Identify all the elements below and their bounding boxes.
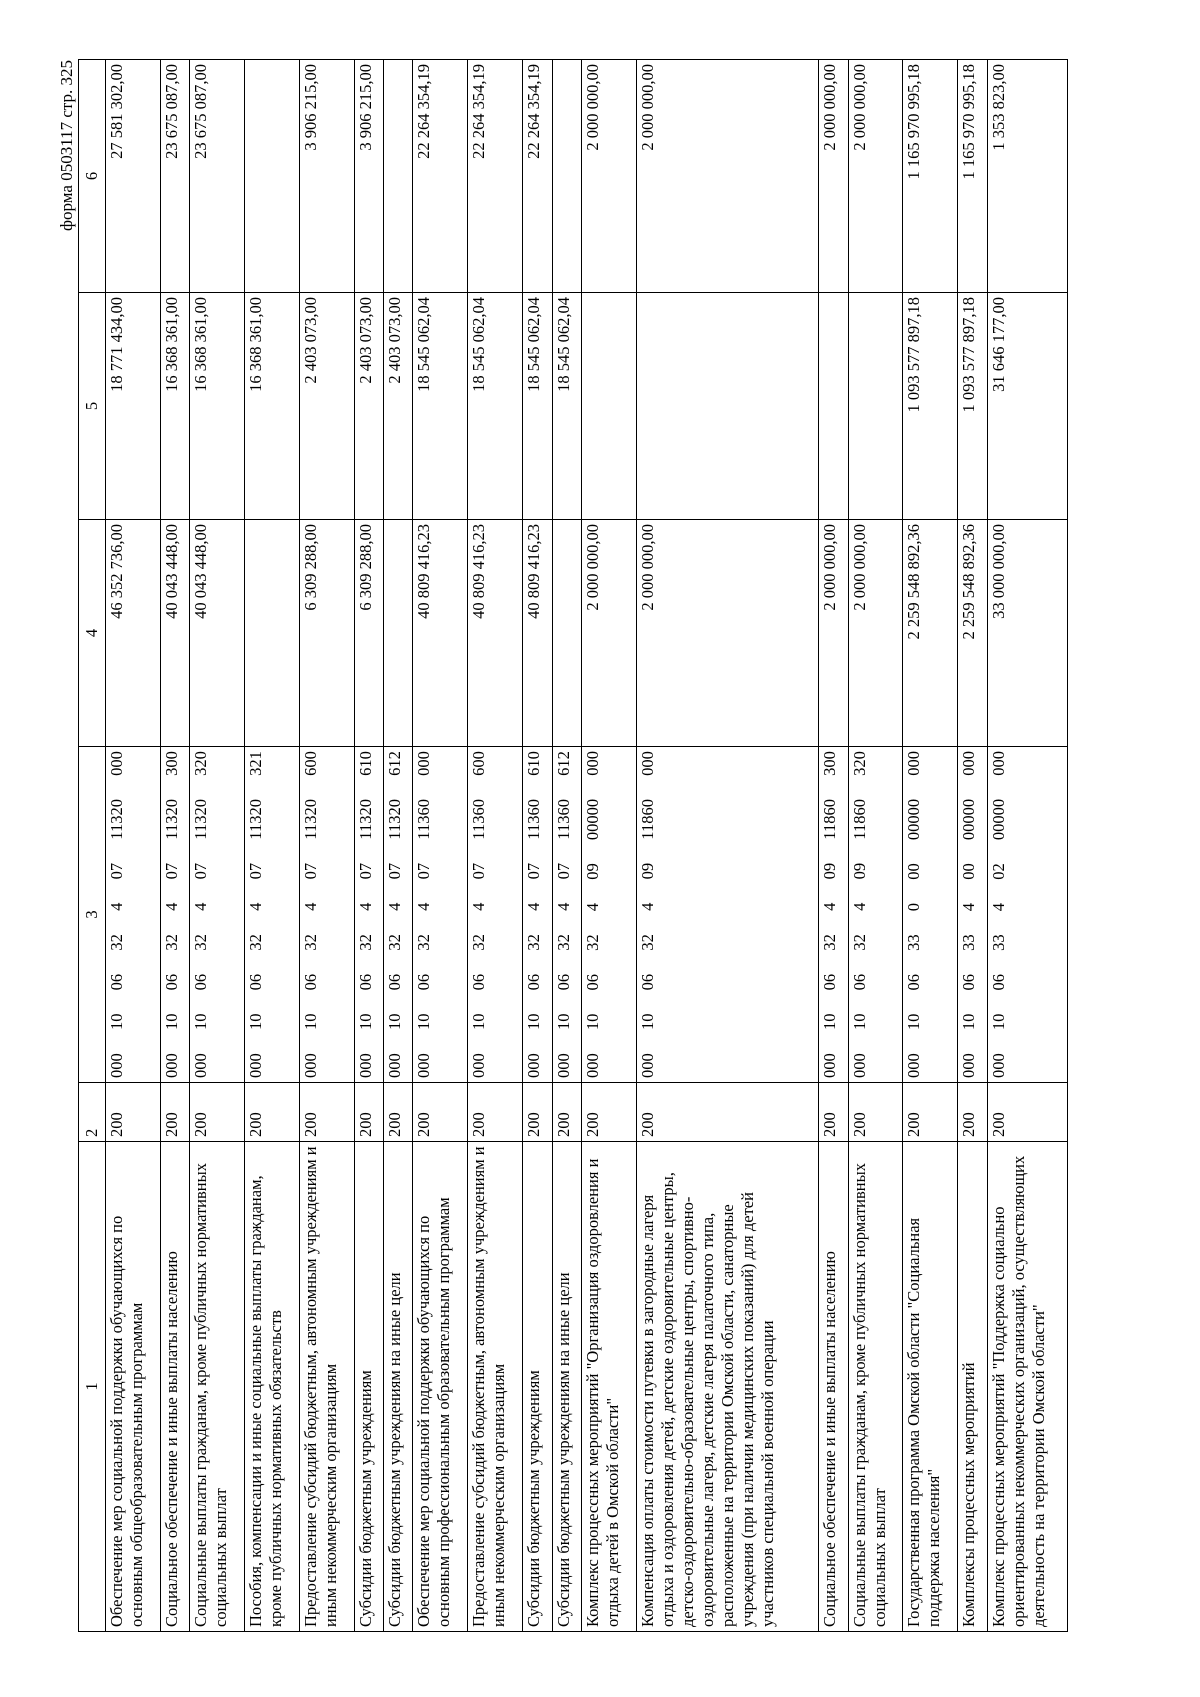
- budget-code-part: 33: [959, 934, 979, 951]
- budget-code-part: 00: [904, 863, 924, 880]
- table-row: [245, 60, 300, 1632]
- budget-code-parts: [414, 751, 434, 1078]
- budget-code-part: 4: [849, 902, 869, 911]
- budget-code-part: 610: [355, 751, 375, 776]
- row-approved: 46 352 736,00: [106, 520, 161, 747]
- budget-code-part: 10: [191, 1013, 211, 1031]
- row-approved: 2 000 000,00: [581, 520, 636, 747]
- budget-table: [78, 59, 1068, 1632]
- row-budget-code: [987, 747, 1067, 1083]
- header-cell: 1: [79, 1142, 106, 1632]
- row-approved: 2 000 000,00: [848, 520, 903, 747]
- row-name: Комплекс процессных мероприятий "Поддержка социально ориентированных некоммерческих организаций, осуществляющих деятельность на территории Омской области": [987, 1142, 1067, 1632]
- header-cell: 2: [79, 1083, 106, 1142]
- budget-code-part: 10: [414, 1013, 434, 1031]
- budget-code-part: 10: [246, 1013, 266, 1031]
- budget-code-part: 06: [191, 973, 211, 991]
- row-budget-code: [413, 747, 468, 1083]
- budget-code-part: 32: [820, 934, 840, 951]
- row-budget-code: [160, 747, 189, 1083]
- row-budget-code: [106, 747, 161, 1083]
- row-approved: [245, 520, 300, 747]
- row-executed: 16 368 361,00: [190, 293, 245, 520]
- row-executed: 18 545 062,04: [552, 293, 581, 520]
- row-unexecuted: 1 165 970 995,18: [958, 60, 987, 293]
- row-approved: 40 809 416,23: [523, 520, 552, 747]
- budget-code-part: 32: [191, 934, 211, 951]
- budget-code-part: 000: [385, 1053, 405, 1078]
- budget-code-part: 06: [385, 973, 405, 991]
- row-executed: [581, 293, 636, 520]
- budget-code-part: 09: [820, 862, 840, 880]
- row-budget-code: [903, 747, 958, 1083]
- budget-code-part: 10: [849, 1013, 869, 1031]
- budget-code-part: 11860: [849, 799, 869, 840]
- budget-code-part: 320: [849, 751, 869, 776]
- budget-code-part: 07: [355, 862, 375, 880]
- row-name: Государственная программа Омской области "Социальная поддержка населения": [903, 1142, 958, 1632]
- row-line-code: 200: [848, 1083, 903, 1142]
- row-unexecuted: 2 000 000,00: [819, 60, 848, 293]
- budget-code-part: 11320: [246, 799, 266, 840]
- table-row: [819, 60, 848, 1632]
- budget-code-part: 000: [637, 1053, 657, 1078]
- row-name: Социальное обеспечение и иные выплаты населению: [819, 1142, 848, 1632]
- budget-code-part: 4: [300, 902, 320, 911]
- row-executed: 2 403 073,00: [299, 293, 354, 520]
- budget-code-part: 32: [414, 934, 434, 951]
- row-budget-code: [958, 747, 987, 1083]
- row-name: Субсидии бюджетным учреждениям: [523, 1142, 552, 1632]
- budget-code-parts: [959, 751, 979, 1078]
- header-row: [79, 60, 106, 1632]
- row-line-code: 200: [819, 1083, 848, 1142]
- row-unexecuted: 23 675 087,00: [190, 60, 245, 293]
- budget-code-part: 07: [300, 862, 320, 880]
- budget-code-part: 10: [107, 1013, 126, 1031]
- row-budget-code: [636, 747, 818, 1083]
- budget-code-part: 610: [524, 751, 544, 776]
- budget-code-part: 000: [161, 1053, 181, 1078]
- row-executed: 18 545 062,04: [468, 293, 523, 520]
- budget-code-part: 07: [161, 862, 181, 880]
- budget-code-part: 11860: [820, 799, 840, 840]
- budget-code-part: 000: [820, 1053, 840, 1078]
- budget-code-part: 11360: [553, 799, 573, 840]
- budget-code-part: 06: [300, 973, 320, 991]
- budget-code-parts: [850, 751, 870, 1078]
- budget-code-part: 320: [191, 751, 211, 776]
- row-line-code: 200: [581, 1083, 636, 1142]
- budget-code-part: 00000: [904, 798, 924, 841]
- budget-code-parts: [301, 751, 321, 1078]
- budget-code-part: 10: [469, 1013, 489, 1031]
- budget-code-part: 000: [469, 1053, 489, 1078]
- row-budget-code: [190, 747, 245, 1083]
- table-row: [299, 60, 354, 1632]
- budget-code-part: 000: [107, 1053, 126, 1078]
- row-budget-code: [468, 747, 523, 1083]
- row-approved: 6 309 288,00: [299, 520, 354, 747]
- budget-code-part: 300: [161, 751, 181, 776]
- budget-code-part: 06: [637, 973, 657, 991]
- row-name: Комплекс процессных мероприятий "Организация оздоровления и отдыха детей в Омской области": [581, 1142, 636, 1632]
- budget-code-parts: [820, 751, 840, 1078]
- row-executed: [636, 293, 818, 520]
- budget-code-part: 4: [637, 902, 657, 911]
- row-executed: 1 093 577 897,18: [903, 293, 958, 520]
- row-line-code: 200: [987, 1083, 1067, 1142]
- row-unexecuted: 1 353 823,00: [987, 60, 1067, 293]
- table-row: [848, 60, 903, 1632]
- budget-code-part: 4: [820, 902, 840, 911]
- budget-code-part: 06: [959, 973, 979, 991]
- budget-code-part: 06: [988, 973, 1008, 991]
- row-budget-code: [581, 747, 636, 1083]
- budget-code-part: 32: [582, 934, 602, 951]
- budget-code-part: 000: [988, 751, 1008, 776]
- budget-code-part: 000: [414, 751, 434, 776]
- budget-code-part: 4: [355, 902, 375, 911]
- row-unexecuted: [384, 60, 413, 293]
- row-executed: 18 545 062,04: [523, 293, 552, 520]
- row-unexecuted: 22 264 354,19: [523, 60, 552, 293]
- budget-code-part: 000: [107, 751, 126, 776]
- row-approved: 2 259 548 892,36: [958, 520, 987, 747]
- header-cell: 3: [79, 747, 106, 1083]
- row-unexecuted: [245, 60, 300, 293]
- budget-code-part: 32: [385, 934, 405, 951]
- budget-code-part: 000: [300, 1053, 320, 1078]
- row-line-code: 200: [299, 1083, 354, 1142]
- budget-code-part: 000: [582, 751, 602, 776]
- budget-code-part: 4: [469, 902, 489, 911]
- budget-code-part: 4: [553, 902, 573, 911]
- budget-code-part: 4: [988, 902, 1008, 912]
- row-name: Компенсация оплаты стоимости путевки в загородные лагеря отдыха и оздоровления детей, детские оздоровительные центры, детско-оздоровительно-образовательные центры, спортивно-оздоровительные лагеря, детские лагеря палаточного типа, расположенные на территории Омской области, санаторные учреждения (при наличии медицинских показаний) для детей участников специальной военной операции: [636, 1142, 818, 1632]
- row-executed: 2 403 073,00: [384, 293, 413, 520]
- budget-code-parts: [638, 751, 658, 1078]
- budget-code-part: 11320: [161, 799, 181, 840]
- rotated-page: [57, 60, 1068, 1632]
- row-line-code: 200: [384, 1083, 413, 1142]
- budget-code-part: 33: [988, 934, 1008, 951]
- budget-code-part: 00000: [582, 798, 602, 841]
- budget-code-part: 10: [385, 1013, 405, 1031]
- row-unexecuted: 3 906 215,00: [299, 60, 354, 293]
- budget-code-part: 4: [959, 902, 979, 912]
- budget-code-part: 000: [355, 1053, 375, 1078]
- row-line-code: 200: [903, 1083, 958, 1142]
- budget-code-part: 32: [553, 934, 573, 951]
- row-line-code: 200: [523, 1083, 552, 1142]
- row-line-code: 200: [636, 1083, 818, 1142]
- budget-code-part: 000: [246, 1053, 266, 1078]
- budget-code-part: 11360: [524, 799, 544, 840]
- row-executed: 2 403 073,00: [354, 293, 383, 520]
- row-approved: 2 259 548 892,36: [903, 520, 958, 747]
- table-row: [160, 60, 189, 1632]
- row-unexecuted: 2 000 000,00: [581, 60, 636, 293]
- row-line-code: 200: [190, 1083, 245, 1142]
- budget-code-part: 000: [191, 1053, 211, 1078]
- budget-code-part: 11320: [355, 799, 375, 840]
- budget-code-part: 11320: [300, 799, 320, 840]
- budget-code-part: 0: [904, 902, 924, 912]
- budget-code-part: 4: [107, 902, 126, 911]
- row-approved: 40 809 416,23: [468, 520, 523, 747]
- budget-code-part: 10: [959, 1013, 979, 1031]
- budget-code-part: 000: [414, 1053, 434, 1078]
- budget-code-parts: [191, 751, 211, 1078]
- budget-code-part: 06: [107, 973, 126, 991]
- row-executed: 1 093 577 897,18: [958, 293, 987, 520]
- budget-code-parts: [162, 751, 182, 1078]
- row-unexecuted: 22 264 354,19: [413, 60, 468, 293]
- budget-code-part: 06: [849, 973, 869, 991]
- row-name: Социальное обеспечение и иные выплаты населению: [160, 1142, 189, 1632]
- budget-code-part: 11360: [469, 799, 489, 840]
- row-line-code: 200: [958, 1083, 987, 1142]
- row-name: Субсидии бюджетным учреждениям на иные цели: [552, 1142, 581, 1632]
- budget-code-part: 32: [246, 934, 266, 951]
- row-approved: 40 809 416,23: [413, 520, 468, 747]
- budget-code-part: 07: [107, 862, 126, 880]
- table-row: [581, 60, 636, 1632]
- budget-code-part: 4: [582, 902, 602, 912]
- row-unexecuted: 3 906 215,00: [354, 60, 383, 293]
- row-approved: 33 000 000,00: [987, 520, 1067, 747]
- row-budget-code: [523, 747, 552, 1083]
- budget-code-part: 06: [524, 973, 544, 991]
- row-line-code: 200: [106, 1083, 161, 1142]
- budget-code-part: 000: [959, 751, 979, 776]
- budget-code-part: 06: [469, 973, 489, 991]
- budget-code-part: 32: [300, 934, 320, 951]
- budget-code-part: 02: [988, 863, 1008, 880]
- row-line-code: 200: [413, 1083, 468, 1142]
- budget-code-part: 10: [820, 1013, 840, 1031]
- budget-code-part: 06: [582, 973, 602, 991]
- row-budget-code: [384, 747, 413, 1083]
- budget-code-part: 07: [524, 862, 544, 880]
- table-row: [987, 60, 1067, 1632]
- row-unexecuted: 22 264 354,19: [468, 60, 523, 293]
- budget-code-part: 11360: [414, 799, 434, 840]
- row-unexecuted: 23 675 087,00: [160, 60, 189, 293]
- budget-code-part: 11860: [637, 799, 657, 840]
- budget-code-part: 4: [414, 902, 434, 911]
- budget-code-part: 32: [107, 934, 126, 951]
- budget-code-part: 10: [553, 1013, 573, 1031]
- row-name: Обеспечение мер социальной поддержки обучающихся по основным профессиональным образовательным программам: [413, 1142, 468, 1632]
- budget-code-part: 07: [414, 862, 434, 880]
- budget-code-part: 09: [637, 862, 657, 880]
- row-approved: 2 000 000,00: [636, 520, 818, 747]
- budget-code-parts: [107, 751, 127, 1078]
- row-name: Предоставление субсидий бюджетным, автономным учреждениям и иным некоммерческим организациям: [468, 1142, 523, 1632]
- budget-code-part: 00: [959, 863, 979, 880]
- row-budget-code: [299, 747, 354, 1083]
- table-row: [384, 60, 413, 1632]
- budget-code-part: 612: [385, 751, 405, 776]
- row-line-code: 200: [160, 1083, 189, 1142]
- budget-code-part: 4: [191, 902, 211, 911]
- budget-code-parts: [554, 751, 574, 1078]
- row-budget-code: [848, 747, 903, 1083]
- budget-code-part: 09: [849, 862, 869, 880]
- budget-code-part: 4: [246, 902, 266, 911]
- table-row: [354, 60, 383, 1632]
- budget-code-part: 32: [637, 934, 657, 951]
- row-budget-code: [354, 747, 383, 1083]
- budget-code-part: 10: [355, 1013, 375, 1031]
- table-row: [552, 60, 581, 1632]
- budget-code-part: 4: [385, 902, 405, 911]
- row-name: Пособия, компенсации и иные социальные выплаты гражданам, кроме публичных нормативных обязательств: [245, 1142, 300, 1632]
- row-unexecuted: [552, 60, 581, 293]
- budget-code-part: 00000: [959, 798, 979, 841]
- budget-code-part: 000: [637, 751, 657, 776]
- budget-code-part: 06: [355, 973, 375, 991]
- budget-code-part: 07: [469, 862, 489, 880]
- row-line-code: 200: [245, 1083, 300, 1142]
- row-line-code: 200: [354, 1083, 383, 1142]
- row-budget-code: [552, 747, 581, 1083]
- row-approved: 40 043 448,00: [190, 520, 245, 747]
- budget-code-part: 10: [904, 1013, 924, 1031]
- budget-code-part: 11320: [191, 799, 211, 840]
- budget-code-part: 612: [553, 751, 573, 776]
- budget-code-parts: [989, 751, 1009, 1078]
- budget-code-part: 600: [300, 751, 320, 776]
- budget-code-part: 321: [246, 751, 266, 776]
- row-approved: 40 043 448,00: [160, 520, 189, 747]
- row-name: Субсидии бюджетным учреждениям: [354, 1142, 383, 1632]
- table-row: [190, 60, 245, 1632]
- row-line-code: 200: [468, 1083, 523, 1142]
- budget-code-parts: [904, 751, 924, 1078]
- budget-code-part: 10: [988, 1013, 1008, 1031]
- budget-code-part: 000: [553, 1053, 573, 1078]
- budget-code-part: 11320: [107, 799, 126, 840]
- row-executed: 18 545 062,04: [413, 293, 468, 520]
- row-executed: 16 368 361,00: [245, 293, 300, 520]
- budget-code-part: 07: [246, 862, 266, 880]
- budget-code-part: 10: [161, 1013, 181, 1031]
- row-executed: 31 646 177,00: [987, 293, 1067, 520]
- row-name: Предоставление субсидий бюджетным, автономным учреждениям и иным некоммерческим организациям: [299, 1142, 354, 1632]
- row-unexecuted: 27 581 302,00: [106, 60, 161, 293]
- budget-code-part: 000: [959, 1053, 979, 1078]
- budget-code-parts: [385, 751, 405, 1078]
- form-reference: форма 0503117 стр. 325: [57, 60, 76, 231]
- budget-code-parts: [356, 751, 376, 1078]
- table-row: [636, 60, 818, 1632]
- header-cell: 4: [79, 520, 106, 747]
- budget-code-part: 32: [355, 934, 375, 951]
- budget-code-part: 06: [161, 973, 181, 991]
- budget-code-part: 06: [820, 973, 840, 991]
- budget-code-part: 600: [469, 751, 489, 776]
- row-budget-code: [245, 747, 300, 1083]
- budget-code-part: 000: [988, 1053, 1008, 1078]
- budget-code-part: 000: [904, 751, 924, 776]
- row-approved: [384, 520, 413, 747]
- budget-code-part: 32: [161, 934, 181, 951]
- row-budget-code: [819, 747, 848, 1083]
- budget-code-part: 000: [849, 1053, 869, 1078]
- row-name: Социальные выплаты гражданам, кроме публичных нормативных социальных выплат: [190, 1142, 245, 1632]
- budget-code-part: 07: [385, 862, 405, 880]
- table-row: [106, 60, 161, 1632]
- budget-code-part: 06: [246, 973, 266, 991]
- table-row: [958, 60, 987, 1632]
- budget-code-part: 000: [904, 1053, 924, 1078]
- row-approved: 6 309 288,00: [354, 520, 383, 747]
- table-row: [468, 60, 523, 1632]
- budget-code-part: 300: [820, 751, 840, 776]
- budget-code-part: 10: [524, 1013, 544, 1031]
- budget-code-part: 4: [161, 902, 181, 911]
- row-unexecuted: 2 000 000,00: [636, 60, 818, 293]
- row-executed: [848, 293, 903, 520]
- budget-code-part: 000: [524, 1053, 544, 1078]
- budget-code-part: 11320: [385, 799, 405, 840]
- budget-code-part: 32: [849, 934, 869, 951]
- header-cell: 6: [79, 60, 106, 293]
- budget-code-part: 10: [582, 1013, 602, 1031]
- row-approved: 2 000 000,00: [819, 520, 848, 747]
- budget-code-part: 00000: [988, 798, 1008, 841]
- budget-code-part: 06: [553, 973, 573, 991]
- budget-code-part: 06: [414, 973, 434, 991]
- row-name: Субсидии бюджетным учреждениям на иные цели: [384, 1142, 413, 1632]
- row-approved: [552, 520, 581, 747]
- budget-code-parts: [583, 751, 603, 1078]
- row-unexecuted: 1 165 970 995,18: [903, 60, 958, 293]
- budget-code-part: 32: [469, 934, 489, 951]
- row-name: Социальные выплаты гражданам, кроме публичных нормативных социальных выплат: [848, 1142, 903, 1632]
- budget-code-parts: [469, 751, 489, 1078]
- table-row: [903, 60, 958, 1632]
- budget-code-part: 33: [904, 934, 924, 951]
- budget-code-parts: [524, 751, 544, 1078]
- table-row: [413, 60, 468, 1632]
- budget-code-part: 06: [904, 973, 924, 991]
- budget-code-part: 10: [300, 1013, 320, 1031]
- budget-code-part: 32: [524, 934, 544, 951]
- row-name: Обеспечение мер социальной поддержки обучающихся по основным общеобразовательным программам: [106, 1142, 161, 1632]
- row-executed: [819, 293, 848, 520]
- budget-code-part: 10: [637, 1013, 657, 1031]
- budget-code-part: 4: [524, 902, 544, 911]
- budget-code-parts: [246, 751, 266, 1078]
- budget-code-part: 07: [191, 862, 211, 880]
- header-cell: 5: [79, 293, 106, 520]
- budget-code-part: 09: [582, 863, 602, 880]
- row-name: Комплексы процессных мероприятий: [958, 1142, 987, 1632]
- row-executed: 18 771 434,00: [106, 293, 161, 520]
- table-row: [523, 60, 552, 1632]
- budget-code-part: 000: [582, 1053, 602, 1078]
- budget-code-part: 07: [553, 862, 573, 880]
- row-unexecuted: 2 000 000,00: [848, 60, 903, 293]
- row-executed: 16 368 361,00: [160, 293, 189, 520]
- row-line-code: 200: [552, 1083, 581, 1142]
